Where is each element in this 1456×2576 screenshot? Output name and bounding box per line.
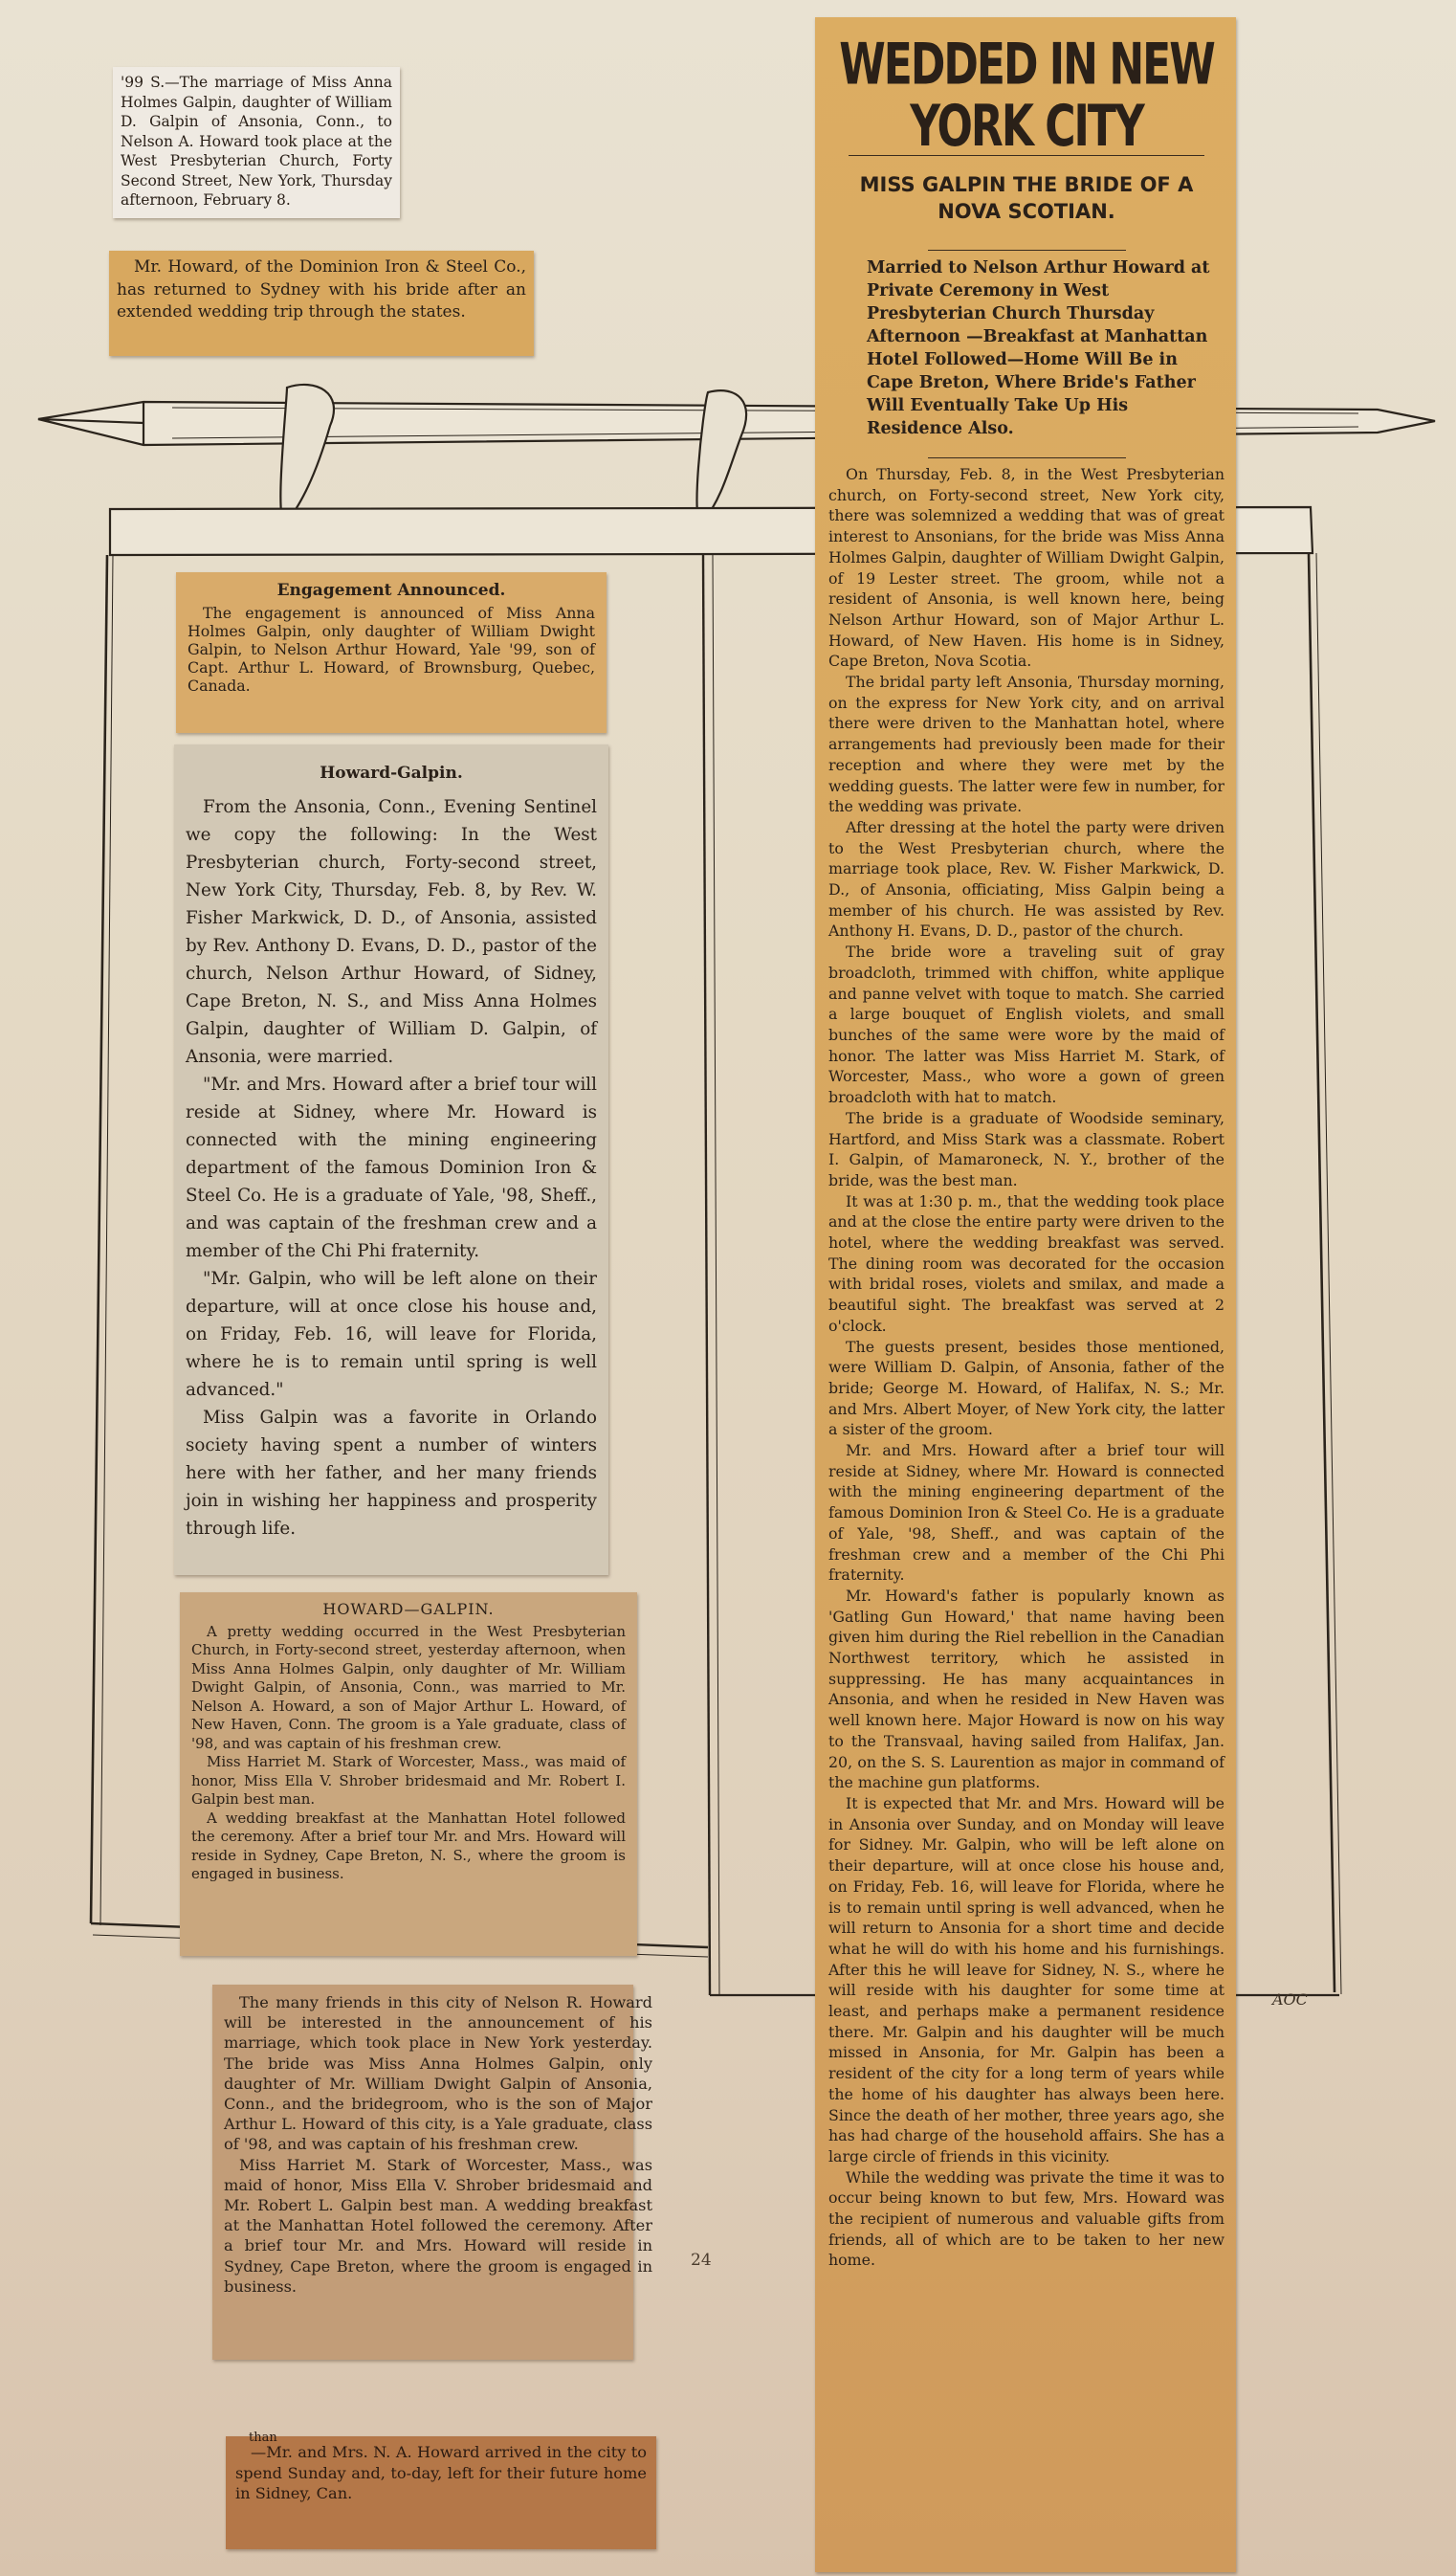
many-friends-clipping [212, 1985, 652, 2360]
dominion-return-text: Mr. Howard, of the Dominion Iron & Steel Co., has returned to Sydney with his bride after an extended wedding trip through the states. [117, 257, 526, 322]
subhead-rule [928, 250, 1126, 251]
engagement-clipping [176, 572, 607, 733]
main-paragraph: After dressing at the hotel the party were driven to the West Presbyterian church, where the marriage took place, Rev. W. Fisher Markwick, D. D., of Ansonia, officiating, Miss Galpin being a member of his church. He was assisted by Rev. Anthony H. Evans, D. D., pastor of the church. [828, 817, 1224, 941]
engagement-heading: Engagement Announced. [276, 581, 506, 600]
main-article-clipping [815, 17, 1236, 2572]
notice-99-text: '99 S.—The marriage of Miss Anna Holmes Galpin, daughter of William D. Galpin of Ansonia, Conn., to Nelson A. Howard took place at the West Presbyterian Church, Forty Second Street, New York, Thursday afternoon, February 8. [121, 74, 392, 209]
sentinel-heading: Howard-Galpin. [320, 764, 463, 783]
howard-galpin-caps-clipping [180, 1592, 637, 1956]
sunday-visit-fragment: than [249, 2431, 277, 2445]
sentinel-paragraph: "Mr. Galpin, who will be left alone on their departure, will at once close his house and, on Friday, Feb. 16, will leave for Florida, where he is to remain until spring is well advanced." [186, 1269, 597, 1400]
sentinel-paragraph: From the Ansonia, Conn., Evening Sentinel we copy the following: In the West Presbyterian church, Forty-second street, New York City, Thursday, Feb. 8, by Rev. W. Fisher Markwick, D. D., of Ansonia, assisted by Rev. Anthony D. Evans, D. D., pastor of the church, Nelson Arthur Howard, of Sidney, Cape Breton, N. S., and Miss Anna Holmes Galpin, daughter of William D. Galpin, of Ansonia, were married. [186, 797, 597, 1067]
main-paragraph: The guests present, besides those mentioned, were William D. Galpin, of Ansonia, father of the bride; George M. Howard, of Halifax, N. S.; Mr. and Mrs. Albert Moyer, of New York city, the latter a sister of the groom. [828, 1337, 1224, 1439]
main-paragraph: Mr. and Mrs. Howard after a brief tour will reside at Sidney, where Mr. Howard is connected with the mining engineering department of the famous Dominion Iron & Steel Co. He is a graduate of Yale, '98, Sheff., and was captain of the freshman crew and a member of the Chi Phi fraternity. [828, 1441, 1224, 1585]
main-paragraph: On Thursday, Feb. 8, in the West Presbyterian church, on Forty-second street, New York city, there was solemnized a wedding that was of great interest to Ansonians, for the bride was Miss Anna Holmes Galpin, daughter of William Dwight Galpin, of 19 Lester street. The groom, while not a resident of Ansonia, is well known here, being Nelson Arthur Howard, son of Major Arthur L. Howard, of New Haven. His home is in Sidney, Cape Breton, Nova Scotia. [828, 465, 1224, 671]
sunday-visit-clipping [226, 2431, 656, 2549]
main-paragraph: The bridal party left Ansonia, Thursday morning, on the express for New York city, and on arrival there were driven to the Manhattan hotel, where arrangements had previously been made for their reception and where they were met by the wedding guests. The latter were few in number, for the wedding was private. [828, 673, 1224, 816]
main-paragraph: It is expected that Mr. and Mrs. Howard will be in Ansonia over Sunday, and on Monday will leave for Sidney. Mr. Galpin, who will be left alone on their departure, will at once close his house and, on Friday, Feb. 16, will leave for Florida, where he is to remain until spring is well advanced, when he will return to Ansonia for a short time and decide what he will do with his home and his furnishings. After this he will leave for Sidney, N. S., where he will reside with his daughter for some time at least, and perhaps make a permanent residence there. Mr. Galpin and his daughter will be much missed in Ansonia, for Mr. Galpin has been a resident of the city for a long term of years while the home of his daughter has always been here. Since the death of her mother, three years ago, she has had charge of the household affairs. She has a large circle of friends in this vicinity. [828, 1794, 1224, 2165]
main-deck: Married to Nelson Arthur Howard at Private Ceremony in West Presbyterian Church Thursday Afternoon —Breakfast at Manhattan Hotel Followed—Home Will Be in Cape Breton, Where Bride's Father Will Eventually Take Up His Residence Also. [867, 258, 1210, 438]
notice-99-clipping [113, 67, 400, 218]
main-body [828, 464, 1224, 2271]
main-paragraph: It was at 1:30 p. m., that the wedding took place and at the close the entire party were driven to the hotel, where the wedding breakfast was served. The dining room was decorated for the occasion with bridal roses, violets and smilax, and made a beautiful sight. The breakfast was served at 2 o'clock. [828, 1191, 1224, 1335]
caps-paragraph: Miss Harriet M. Stark of Worcester, Mass., was maid of honor, Miss Ella V. Shrober bridesmaid and Mr. Robert I. Galpin best man. [191, 1753, 626, 1808]
many-friends-paragraph: The many friends in this city of Nelson R. Howard will be interested in the announcement of his marriage, which took place in New York yesterday. The bride was Miss Anna Holmes Galpin, only daughter of Mr. William Dwight Galpin of Ansonia, Conn., and the bridegroom, who is the son of Major Arthur L. Howard of this city, is a Yale graduate, class of '98, and was captain of his freshman crew. [224, 1993, 652, 2154]
main-headline: WEDDED IN NEW YORK CITY [839, 32, 1214, 160]
sentinel-paragraph: Miss Galpin was a favorite in Orlando society having spent a number of winters here with her father, and her many friends join in wishing her happiness and prosperity through life. [186, 1408, 597, 1539]
main-paragraph: The bride wore a traveling suit of gray broadcloth, trimmed with chiffon, white applique and panne velvet with toque to match. She carried a large bouquet of English violets, and small bunches of the same were wore by the maid of honor. The latter was Miss Harriet M. Stark, of Worcester, Mass., who wore a gown of green broadcloth with hat to match. [828, 943, 1224, 1107]
engagement-text: The engagement is announced of Miss Anna Holmes Galpin, only daughter of William Dwight Galpin, to Nelson Arthur Howard, Yale '99, son of Capt. Arthur L. Howard, of Brownsburg, Quebec, Canada. [188, 604, 595, 695]
main-paragraph: Mr. Howard's father is popularly known as 'Gatling Gun Howard,' that name having been given him during the Riel rebellion in the Canadian Northwest territory, which he assisted in suppressing. He has many acquaintances in Ansonia, and when he resided in New Haven was well known here. Major Howard is now on his way to the Transvaal, having sailed from Halifax, Jan. 20, on the S. S. Laurention as major in command of the machine gun platforms. [828, 1586, 1224, 1792]
main-subhead: MISS GALPIN THE BRIDE OF A NOVA SCOTIAN. [859, 173, 1194, 223]
page-number: 24 [691, 2251, 712, 2270]
main-paragraph: While the wedding was private the time it was to occur being known to but few, Mrs. Howard was the recipient of numerous and valuable gifts from friends, all of which are to be taken to her new home. [828, 2167, 1224, 2270]
deck-rule [928, 457, 1126, 458]
sentinel-clipping [174, 744, 608, 1575]
main-paragraph: The bride is a graduate of Woodside seminary, Hartford, and Miss Stark was a classmate. Robert I. Galpin, of Mamaroneck, N. Y., brother of the bride, was the best man. [828, 1108, 1224, 1189]
caps-heading: HOWARD—GALPIN. [322, 1600, 495, 1618]
sunday-visit-text: —Mr. and Mrs. N. A. Howard arrived in the city to spend Sunday and, to-day, left for their future home in Sidney, Can. [235, 2443, 647, 2502]
artist-initials: AOC [1272, 1990, 1308, 2009]
caps-paragraph: A wedding breakfast at the Manhattan Hotel followed the ceremony. After a brief tour Mr. and Mrs. Howard will reside in Sydney, Cape Breton, N. S., where the groom is engaged in business. [191, 1809, 626, 1882]
many-friends-paragraph: Miss Harriet M. Stark of Worcester, Mass., was maid of honor, Miss Ella V. Shrober bridesmaid and Mr. Robert L. Galpin best man. A wedding breakfast at the Manhattan Hotel followed the ceremony. After a brief tour Mr. and Mrs. Howard will reside in Sydney, Cape Breton, where the groom is engaged in business. [224, 2155, 652, 2296]
dominion-return-clipping [109, 251, 534, 356]
caps-paragraph: A pretty wedding occurred in the West Presbyterian Church, in Forty-second street, yesterday afternoon, when Miss Anna Holmes Galpin, only daughter of Mr. William Dwight Galpin, of Ansonia, Conn., was married to Mr. Nelson A. Howard, a son of Major Arthur L. Howard, of New Haven, Conn. The groom is a Yale graduate, class of '98, and was captain of his freshman crew. [191, 1622, 626, 1752]
sentinel-paragraph: "Mr. and Mrs. Howard after a brief tour will reside at Sidney, where Mr. Howard is connected with the mining engineering department of the famous Dominion Iron & Steel Co. He is a graduate of Yale, '98, Sheff., and was captain of the freshman crew and a member of the Chi Phi fraternity. [186, 1075, 597, 1261]
